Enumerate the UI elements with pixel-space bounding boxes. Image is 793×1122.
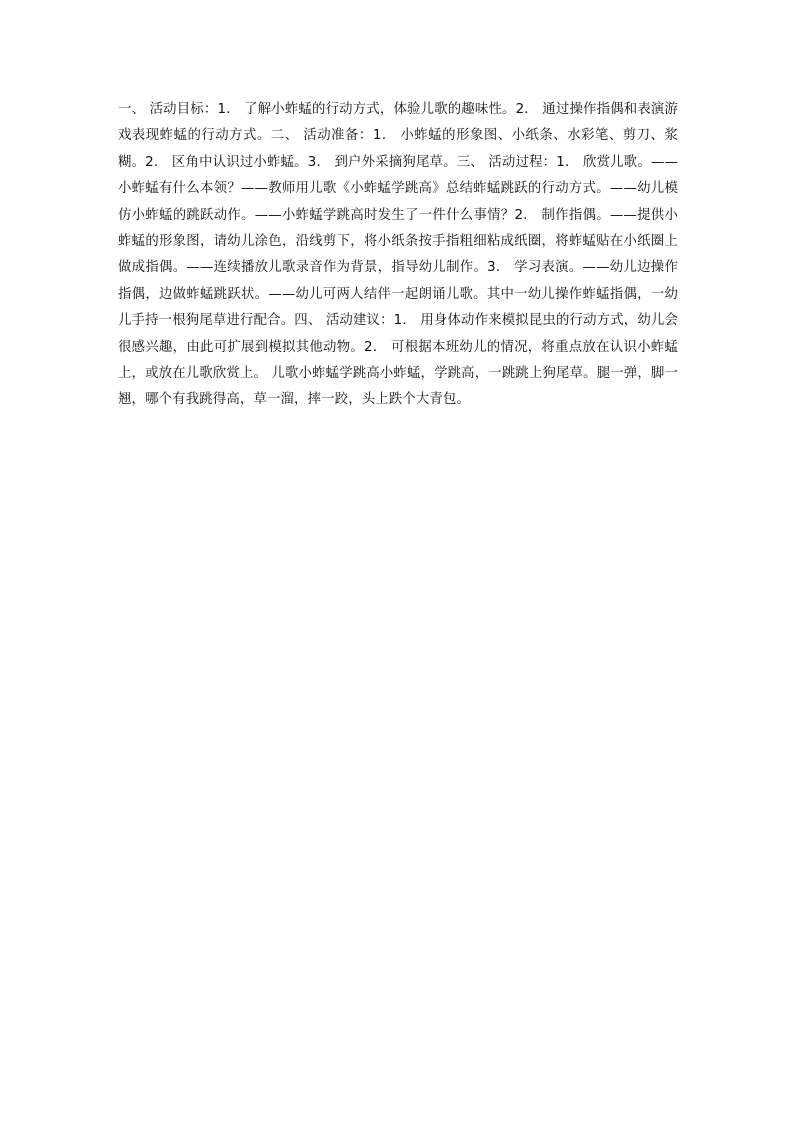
body-paragraph: 一、 活动目标：1． 了解小蚱蜢的行动方式，体验儿歌的趣味性。2． 通过操作指偶和表演游戏表现蚱蜢的行动方式。二、 活动准备：1． 小蚱蜢的形象图、小纸条、水彩笔、剪刀、浆糊。2． 区角中认识过小蚱蜢。3． 到户外采摘狗尾草。三、 活动过程：1． 欣赏儿歌。——小蚱蜢有什么本领？——教师用儿歌《小蚱蜢学跳高》总结蚱蜢跳跃的行动方式。——幼儿模仿小蚱蜢的跳跃动作。——小蚱蜢学跳高时发生了一件什么事情？2． 制作指偶。——提供小蚱蜢的形象图，请幼儿涂色，沿线剪下，将小纸条按手指粗细粘成纸圈，将蚱蜢贴在小纸圈上做成指偶。——连续播放儿歌录音作为背景，指导幼儿制作。3． 学习表演。——幼儿边操作指偶，边做蚱蜢跳跃状。——幼儿可两人结伴一起朗诵儿歌。其中一幼儿操作蚱蜢指偶，一幼儿手持一根狗尾草进行配合。四、 活动建议：1． 用身体动作来模拟昆虫的行动方式，幼儿会很感兴趣，由此可扩展到模拟其他动物。2． 可根据本班幼儿的情况，将重点放在认识小蚱蜢上，或放在儿歌欣赏上。 儿歌小蚱蜢学跳高小蚱蜢，学跳高，一跳跳上狗尾草。腿一弹，脚一翘，哪个有我跳得高，草一溜，摔一跤，头上跌个大青包。 <box>118 102 678 408</box>
